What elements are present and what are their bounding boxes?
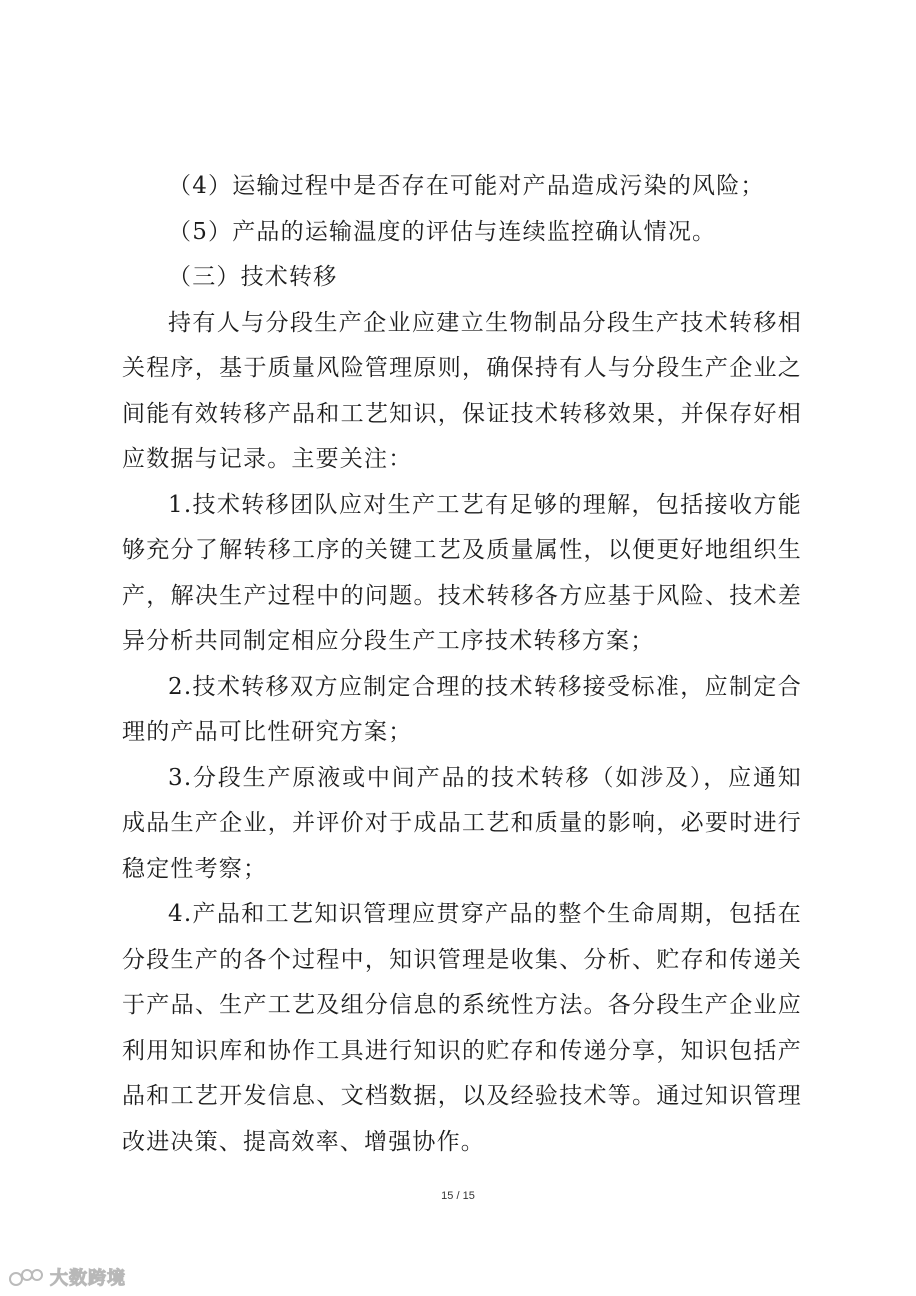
paragraph-item-4: （4）运输过程中是否存在可能对产品造成污染的风险；	[168, 173, 765, 199]
paragraph-intro: 持有人与分段生产企业应建立生物制品分段生产技术转移相关程序，基于质量风险管理原则，确保持有人与分段生产企业之间能有效转移产品和工艺知识，保证技术转移效果，并保存好相应数据与记录。主要关注：	[122, 309, 802, 472]
watermark	[8, 1264, 126, 1290]
paragraph-point-3: 3.分段生产原液或中间产品的技术转移（如涉及），应通知成品生产企业，并评价对于成品工艺和质量的影响，必要时进行稳定性考察；	[122, 764, 802, 882]
watermark-text: 大数跨境	[50, 1268, 126, 1289]
watermark-logo-icon	[8, 1267, 46, 1287]
paragraph-point-4: 4.产品和工艺知识管理应贯穿产品的整个生命周期，包括在分段生产的各个过程中，知识管理是收集、分析、贮存和传递关于产品、生产工艺及组分信息的系统性方法。各分段生产企业应利用知识库和协作工具进行知识的贮存和传递分享，知识包括产品和工艺开发信息、文档数据，以及经验技术等。通过知识管理改进决策、提高效率、增强协作。	[122, 901, 802, 1155]
section-heading-tech-transfer: （三）技术转移	[168, 264, 338, 290]
paragraph-point-2: 2.技术转移双方应制定合理的技术转移接受标准，应制定合理的产品可比性研究方案；	[122, 673, 802, 745]
paragraph-item-5: （5）产品的运输温度的评估与连续监控确认情况。	[168, 218, 717, 245]
paragraph-point-1: 1.技术转移团队应对生产工艺有足够的理解，包括接收方能够充分了解转移工序的关键工艺及质量属性，以便更好地组织生产，解决生产过程中的问题。技术转移各方应基于风险、技术差异分析共同制定相应分段生产工序技术转移方案；	[122, 491, 802, 654]
document-body	[122, 164, 802, 1165]
page-number: 15 / 15	[441, 1190, 475, 1202]
